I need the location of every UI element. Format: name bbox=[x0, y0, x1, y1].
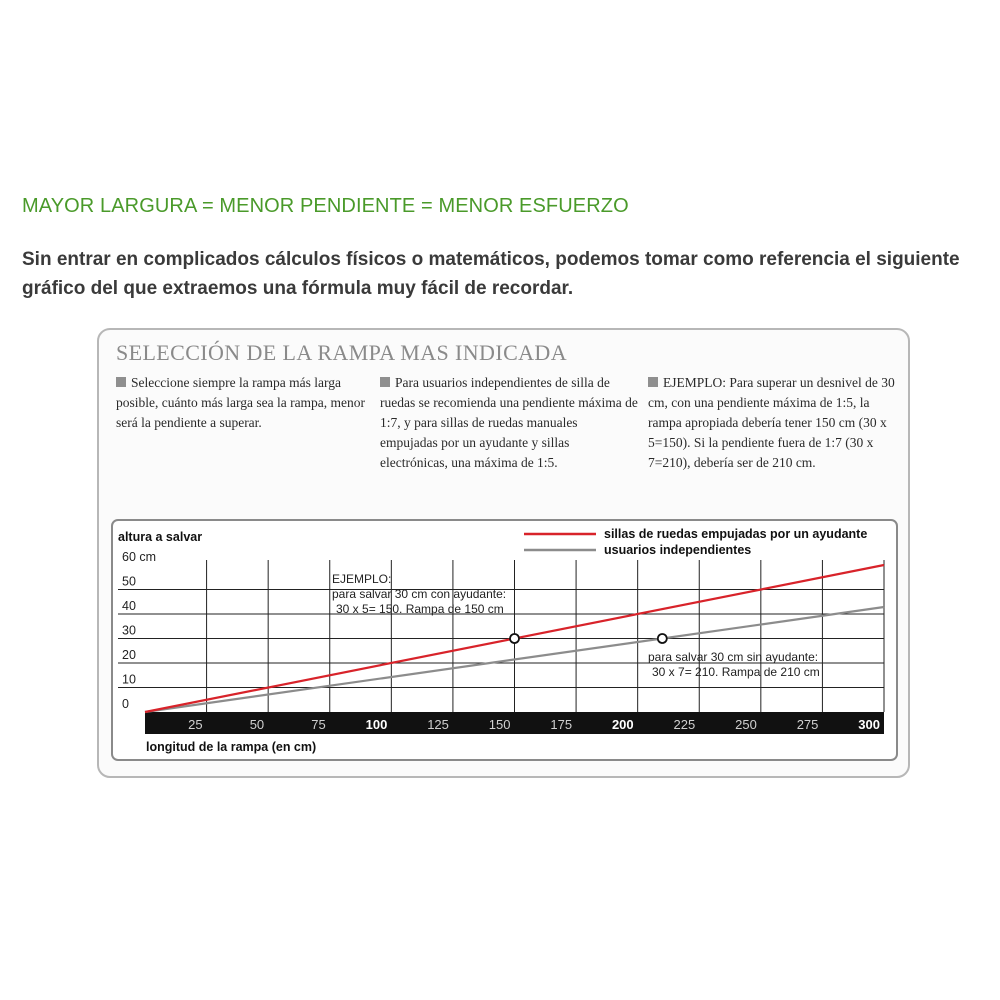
x-tick-label: 200 bbox=[611, 717, 634, 732]
y-tick-label: 0 bbox=[122, 697, 129, 711]
annotation-line: para salvar 30 cm sin ayudante: bbox=[648, 650, 819, 664]
x-tick-label: 150 bbox=[488, 717, 511, 732]
headline: MAYOR LARGURA = MENOR PENDIENTE = MENOR ESFUERZO bbox=[22, 195, 629, 217]
x-axis-label: longitud de la rampa (en cm) bbox=[146, 740, 317, 754]
y-tick-label: 20 bbox=[122, 648, 136, 662]
annotation-text bbox=[648, 650, 820, 679]
x-tick-label: 175 bbox=[550, 717, 573, 732]
annotation-line: 30 x 5= 150. Rampa de 150 cm bbox=[336, 602, 504, 616]
x-tick-label: 75 bbox=[311, 717, 326, 732]
y-axis-label: altura a salvar bbox=[118, 530, 203, 544]
x-tick-label: 250 bbox=[735, 717, 757, 732]
x-tick-label: 125 bbox=[427, 717, 449, 732]
x-tick-label: 300 bbox=[858, 717, 880, 732]
column-text: EJEMPLO: Para superar un desnivel de 30 cm, con una pendiente máxima de 1:5, la rampa apropiada debería tener 150 cm (30 x 5=150). Si la pendiente fuera de 1:7 (30 x 7=210), debería ser de 210 cm. bbox=[648, 375, 895, 470]
legend-label-independent: usuarios independientes bbox=[604, 543, 752, 557]
column-text: Seleccione siempre la rampa más larga posible, cuánto más larga sea la rampa, menor será la pendiente a superar. bbox=[116, 375, 366, 430]
annotation-line: 30 x 7= 210. Rampa de 210 cm bbox=[652, 665, 820, 679]
x-tick-label: 25 bbox=[188, 717, 203, 732]
x-tick-label: 225 bbox=[673, 717, 696, 732]
x-tick-label: 100 bbox=[365, 717, 388, 732]
x-tick-label: 50 bbox=[249, 717, 265, 732]
y-tick-label: 60 cm bbox=[122, 550, 157, 564]
column-text: Para usuarios independientes de silla de ruedas se recomienda una pendiente máxima de 1:7, y para sillas de ruedas manuales empujadas por un ayudante y sillas electrónicas, una máxima de 1:5. bbox=[380, 375, 638, 470]
x-tick-label: 275 bbox=[796, 717, 819, 732]
card-title: SELECCIÓN DE LA RAMPA MAS INDICADA bbox=[116, 340, 568, 365]
y-tick-label: 10 bbox=[122, 672, 136, 687]
y-tick-label: 30 bbox=[122, 623, 136, 638]
y-tick-label: 40 bbox=[122, 599, 136, 613]
example-marker bbox=[658, 634, 667, 643]
example-marker bbox=[510, 634, 519, 643]
y-tick-label: 50 bbox=[122, 574, 136, 589]
legend-label-helper: sillas de ruedas empujadas por un ayudante bbox=[604, 527, 868, 541]
annotation-line: para salvar 30 cm con ayudante: bbox=[332, 587, 507, 601]
annotation-line: EJEMPLO: bbox=[332, 572, 392, 586]
intro-paragraph: Sin entrar en complicados cálculos físicos o matemáticos, podemos tomar como referencia el siguiente gráfico del que extraemos una fórmula muy fácil de recordar. bbox=[22, 249, 960, 299]
